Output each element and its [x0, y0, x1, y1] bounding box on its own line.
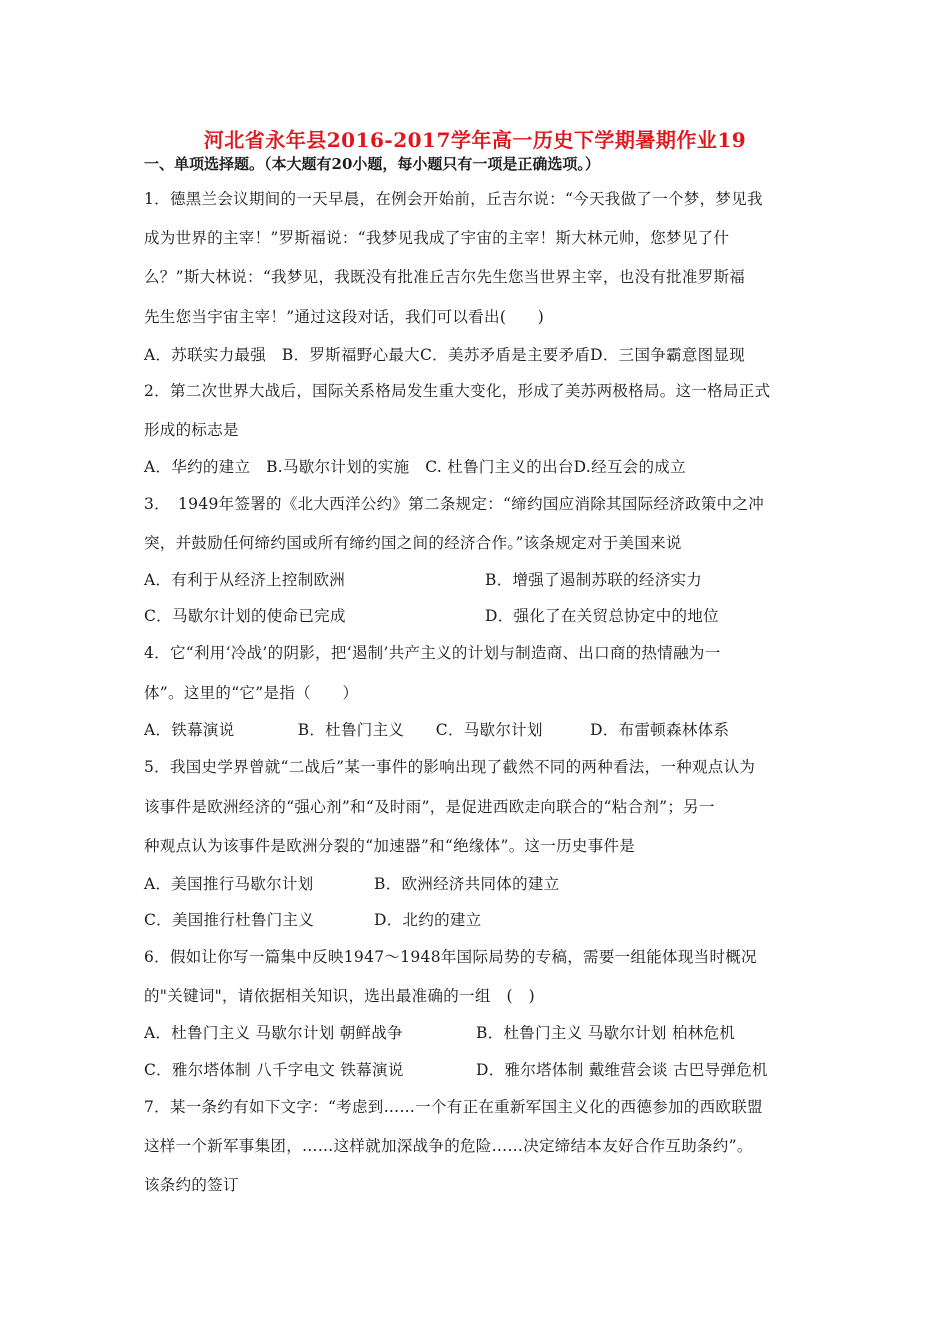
question-4-line-1: 4．它“利用‘冷战’的阴影，把‘遏制’共产主义的计划与制造商、出口商的热情融为一 [144, 644, 721, 662]
question-6-option-a: A．杜鲁门主义 马歇尔计划 朝鲜战争 [144, 1024, 403, 1042]
question-3-option-a: A．有利于从经济上控制欧洲 [144, 571, 346, 589]
question-5-line-1: 5．我国史学界曾就“二战后”某一事件的影响出现了截然不同的两种看法，一种观点认为 [144, 758, 756, 776]
question-7-line-2: 这样一个新军事集团，……这样就加深战争的危险……决定缔结本友好合作互助条约”。 [144, 1137, 753, 1155]
question-5-option-c: C．美国推行杜鲁门主义 [144, 911, 315, 929]
question-5-option-b: B．欧洲经济共同体的建立 [374, 875, 560, 893]
question-3-option-c: C．马歇尔计划的使命已完成 [144, 607, 346, 625]
question-1-options: A．苏联实力最强 B．罗斯福野心最大C．美苏矛盾是主要矛盾D．三国争霸意图显现 [144, 346, 746, 364]
section-heading: 一、单项选择题。（本大题有20小题，每小题只有一项是正确选项。） [144, 155, 600, 173]
question-3-line-1: 3． 1949年签署的《北大西洋公约》第二条规定：“缔约国应消除其国际经济政策中之冲 [144, 495, 765, 513]
question-7-line-1: 7．某一条约有如下文字：“考虑到……一个有正在重新军国主义化的西德参加的西欧联盟 [144, 1098, 763, 1116]
question-6-option-b: B．杜鲁门主义 马歇尔计划 柏林危机 [476, 1024, 736, 1042]
question-5-option-a: A．美国推行马歇尔计划 [144, 875, 314, 893]
question-4-options: A．铁幕演说 B．杜鲁门主义 C．马歇尔计划 D．布雷顿森林体系 [144, 721, 730, 739]
question-3-option-d: D．强化了在关贸总协定中的地位 [485, 607, 719, 625]
question-1-line-2: 成为世界的主宰！”罗斯福说：“我梦见我成了宇宙的主宰！斯大林元帅，您梦见了什 [144, 229, 730, 247]
question-5-line-3: 种观点认为该事件是欧洲分裂的“加速器”和“绝缘体”。这一历史事件是 [144, 837, 636, 855]
question-2-options: A．华约的建立 B.马歇尔计划的实施 C. 杜鲁门主义的出台D.经互会的成立 [144, 458, 686, 476]
question-5-option-d: D．北约的建立 [374, 911, 482, 929]
question-5-line-2: 该事件是欧洲经济的“强心剂”和“及时雨”，是促进西欧走向联合的“粘合剂”；另一 [144, 798, 715, 816]
question-1-line-4: 先生您当宇宙主宰！”通过这段对话，我们可以看出( ) [144, 308, 545, 326]
question-6-line-2: 的"关键词"，请依据相关知识，选出最准确的一组 ( ) [144, 987, 535, 1005]
question-3-line-2: 突，并鼓励任何缔约国或所有缔约国之间的经济合作。”该条规定对于美国来说 [144, 534, 682, 552]
page-title: 河北省永年县2016-2017学年高一历史下学期暑期作业19 [203, 128, 747, 152]
question-1-line-3: 么？”斯大林说：“我梦见，我既没有批准丘吉尔先生您当世界主宰，也没有批准罗斯福 [144, 268, 746, 286]
question-6-option-d: D．雅尔塔体制 戴维营会谈 古巴导弹危机 [476, 1061, 768, 1079]
question-3-option-b: B．增强了遏制苏联的经济实力 [485, 571, 703, 589]
question-4-line-2: 体”。这里的“它”是指（ ） [144, 684, 359, 702]
question-2-line-1: 2．第二次世界大战后，国际关系格局发生重大变化，形成了美苏两极格局。这一格局正式 [144, 382, 771, 400]
question-6-line-1: 6．假如让你写一篇集中反映1947～1948年国际局势的专稿，需要一组能体现当时概况 [144, 948, 757, 966]
question-7-line-3: 该条约的签订 [144, 1176, 239, 1194]
question-6-option-c: C．雅尔塔体制 八千字电文 铁幕演说 [144, 1061, 404, 1079]
question-2-line-2: 形成的标志是 [144, 421, 239, 439]
question-1-line-1: 1．德黑兰会议期间的一天早晨，在例会开始前，丘吉尔说：“今天我做了一个梦，梦见我 [144, 190, 763, 208]
